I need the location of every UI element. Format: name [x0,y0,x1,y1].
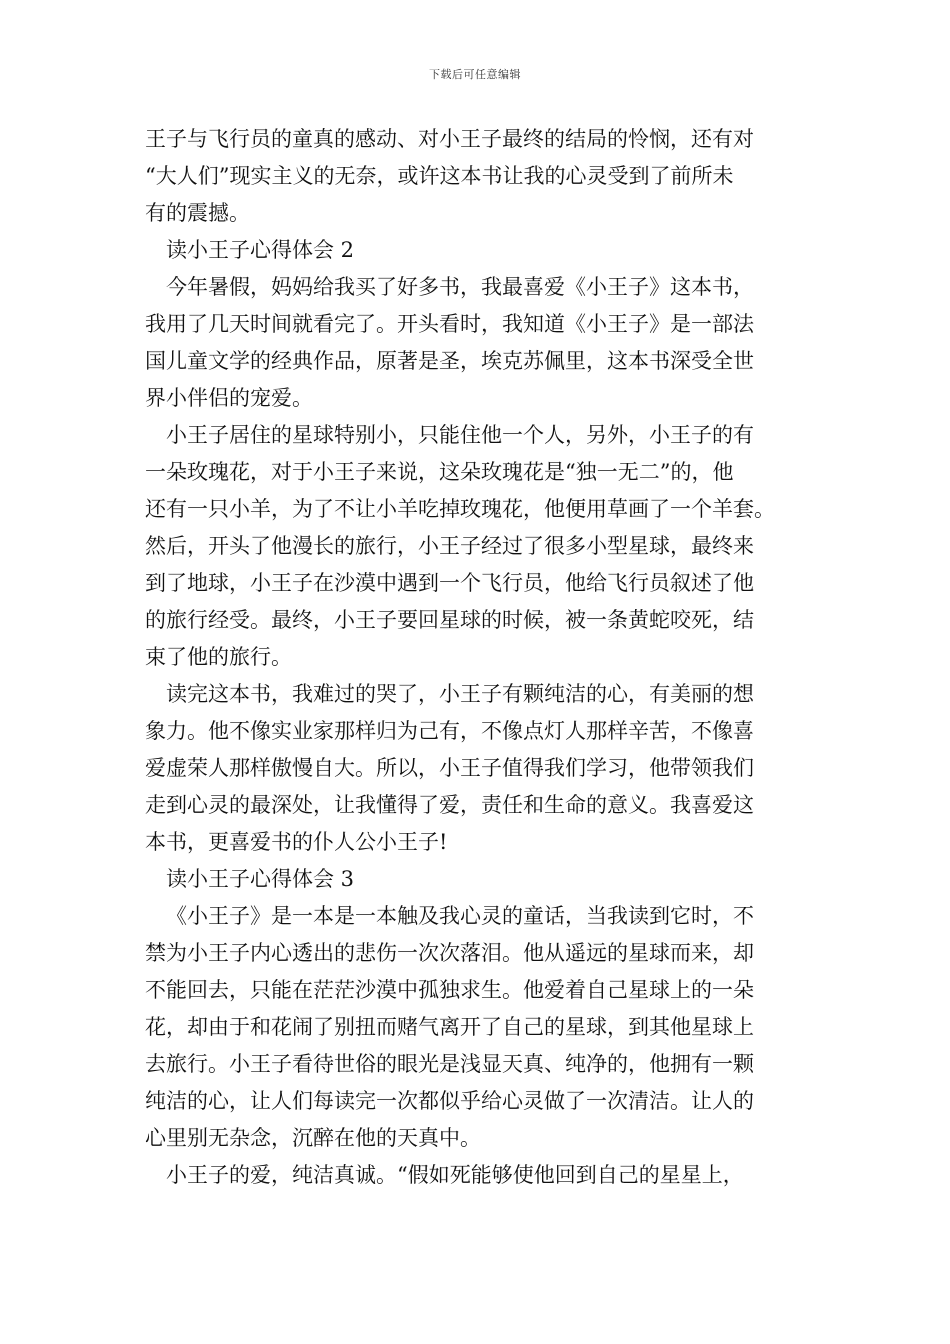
document-body [145,121,813,1194]
text-line: 界小伴侣的宠爱。 [145,386,313,410]
text-line: 到了地球，小王子在沙漠中遇到一个飞行员，他给飞行员叙述了他 [145,571,754,595]
text-line: 爱虚荣人那样傲慢自大。所以，小王子值得我们学习，他带领我们 [145,756,754,780]
heading-text: 读小王子心得体会 3 [166,867,355,891]
heading-text: 读小王子心得体会 2 [166,238,355,262]
text-line: 纯洁的心，让人们每读完一次都似乎给心灵做了一次清洁。让人的 [145,1089,754,1113]
text-line: 一朵玫瑰花，对于小王子来说，这朵玫瑰花是“独一无二”的，他 [145,460,734,484]
section-heading [145,861,813,898]
paragraph [145,417,813,676]
text-line: 王子与飞行员的童真的感动、对小王子最终的结局的怜悯，还有对 [145,127,754,151]
text-line: 心里别无杂念，沉醉在他的天真中。 [145,1126,481,1150]
text-line: 去旅行。小王子看待世俗的眼光是浅显天真、纯净的，他拥有一颗 [145,1052,754,1076]
paragraph-continuation [145,121,813,232]
text-line: 《小王子》是一本是一本触及我心灵的童话，当我读到它时，不 [166,904,754,928]
section-heading [145,232,813,269]
text-line: 束了他的旅行。 [145,645,292,669]
text-line: 国儿童文学的经典作品，原著是圣，埃克苏佩里，这本书深受全世 [145,349,754,373]
paragraph [145,1157,813,1194]
text-line: 禁为小王子内心透出的悲伤一次次落泪。他从遥远的星球而来，却 [145,941,754,965]
text-line: 象力。他不像实业家那样归为己有，不像点灯人那样辛苦，不像喜 [145,719,754,743]
text-line: 小王子的爱，纯洁真诚。“假如死能够使他回到自己的星星上， [166,1163,744,1187]
text-line: “大人们”现实主义的无奈，或许这本书让我的心灵受到了前所未 [145,164,734,188]
text-line: 小王子居住的星球特别小，只能住他一个人，另外，小王子的有 [166,423,754,447]
header-note: 下载后可任意编辑 [429,68,521,81]
paragraph [145,898,813,1157]
text-line: 有的震撼。 [145,201,250,225]
text-line: 今年暑假，妈妈给我买了好多书，我最喜爱《小王子》这本书， [166,275,754,299]
text-line: 读完这本书，我难过的哭了，小王子有颗纯洁的心，有美丽的想 [166,682,754,706]
text-line: 还有一只小羊，为了不让小羊吃掉玫瑰花，他便用草画了一个羊套。 [145,497,775,521]
text-line: 本书，更喜爱书的仆人公小王子! [145,830,448,854]
paragraph [145,269,813,417]
text-line: 的旅行经受。最终，小王子要回星球的时候，被一条黄蛇咬死，结 [145,608,754,632]
text-line: 然后，开头了他漫长的旅行，小王子经过了很多小型星球，最终来 [145,534,754,558]
paragraph [145,676,813,861]
text-line: 不能回去，只能在茫茫沙漠中孤独求生。他爱着自己星球上的一朵 [145,978,754,1002]
text-line: 走到心灵的最深处，让我懂得了爱，责任和生命的意义。我喜爱这 [145,793,754,817]
text-line: 花，却由于和花闹了别扭而赌气离开了自己的星球，到其他星球上 [145,1015,754,1039]
text-line: 我用了几天时间就看完了。开头看时，我知道《小王子》是一部法 [145,312,754,336]
